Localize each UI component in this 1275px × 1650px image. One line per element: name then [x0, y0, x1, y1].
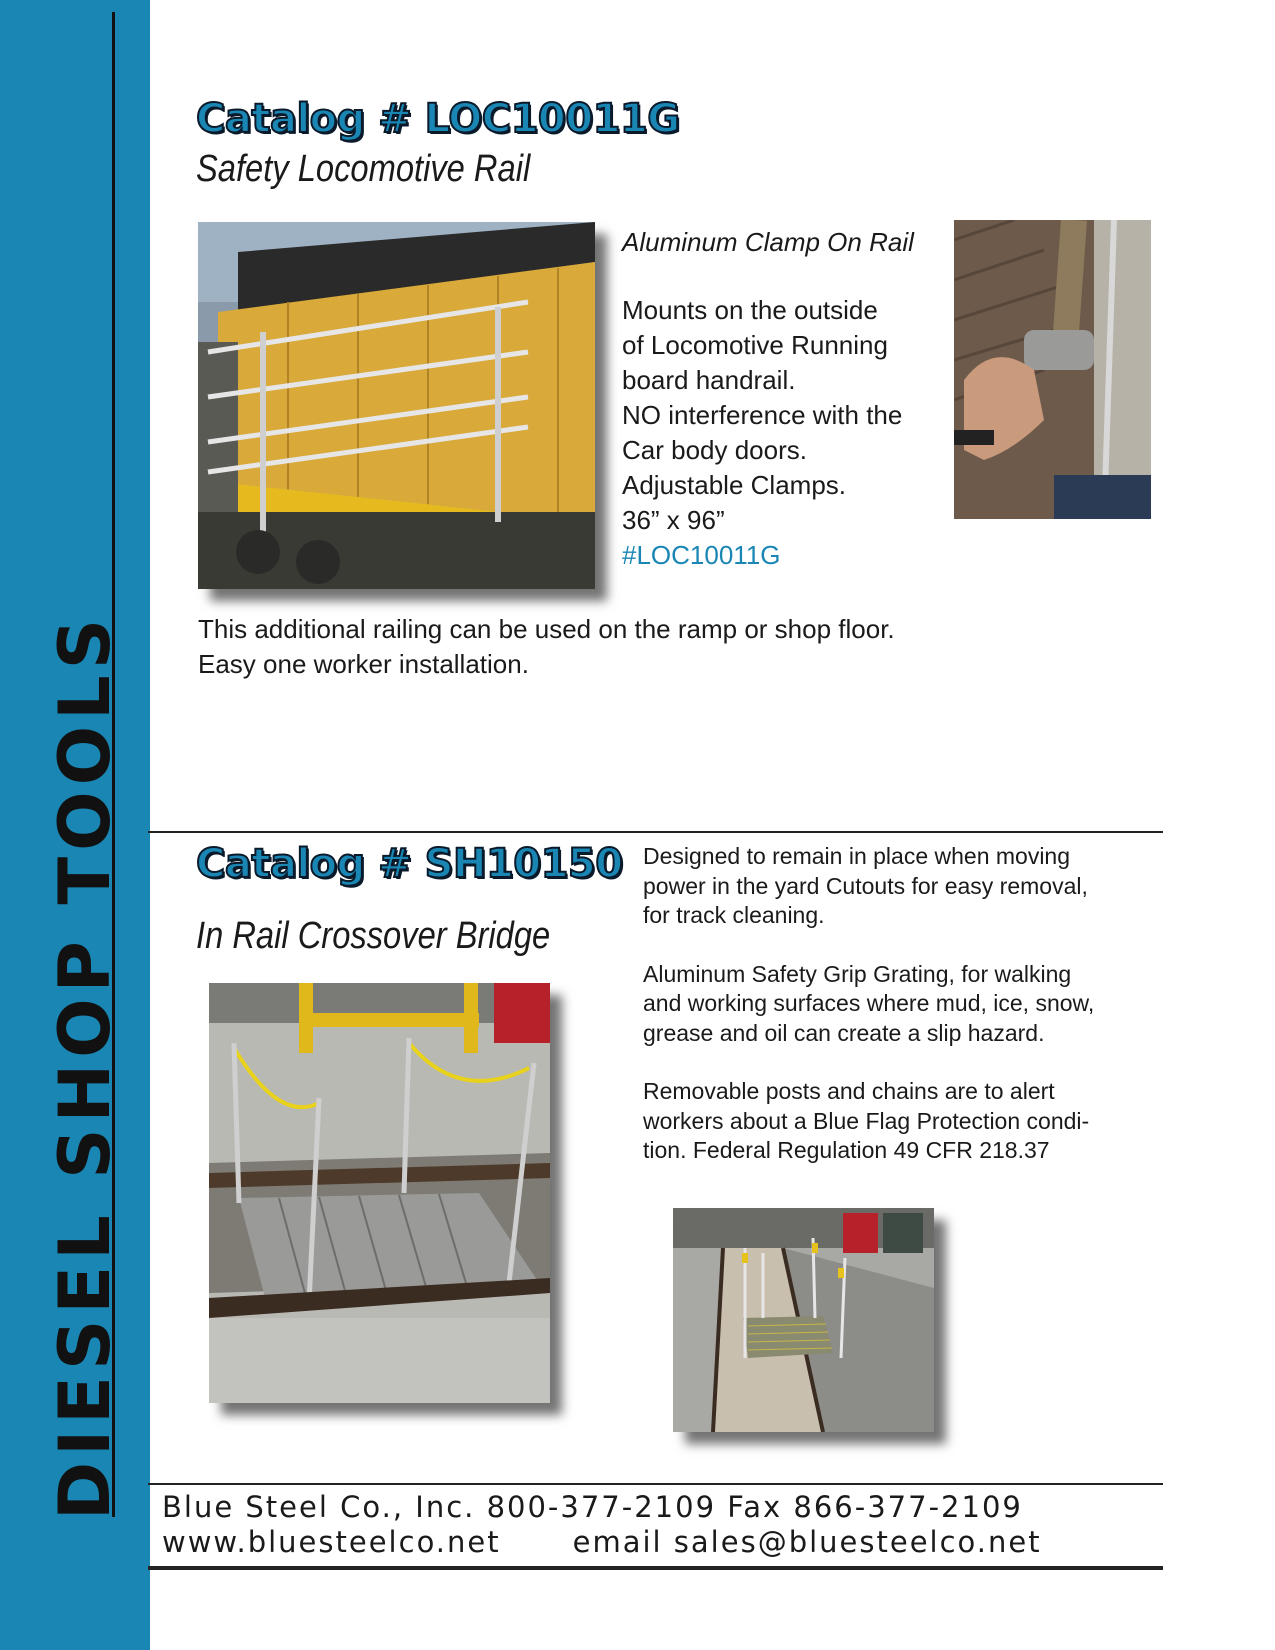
desc-line: Designed to remain in place when moving	[643, 843, 1071, 869]
detail-line: board handrail.	[622, 365, 796, 395]
footer-rule-top	[148, 1483, 1163, 1485]
email-link[interactable]: email sales@bluesteelco.net	[572, 1525, 1042, 1559]
desc-line: Aluminum Safety Grip Grating, for walking	[643, 960, 1072, 987]
detail-line: Car body doors.	[622, 435, 807, 465]
feature-heading: Aluminum Clamp On Rail	[622, 227, 914, 257]
catalog-title-loc10011g: Catalog # LOC10011G	[196, 96, 680, 142]
note-line: This additional railing can be used on the ramp or shop floor.	[198, 614, 895, 644]
detail-line: NO interference with the	[622, 400, 903, 430]
clamp-closeup-photo	[954, 220, 1151, 519]
desc-line: workers about a Blue Flag Protection condi-	[643, 1107, 1090, 1134]
desc-line: grease and oil can create a slip hazard.	[643, 1019, 1045, 1046]
locomotive-rail-photo	[198, 222, 595, 589]
catalog-title-sh10150: Catalog # SH10150	[196, 841, 623, 887]
company-phone-line: Blue Steel Co., Inc. 800-377-2109 Fax 866-377-2109	[162, 1490, 1023, 1524]
note-line: Easy one worker installation.	[198, 649, 529, 679]
website-link[interactable]: www.bluesteelco.net	[162, 1525, 501, 1559]
desc-line: Removable posts and chains are to alert	[643, 1078, 1055, 1104]
desc-line: power in the yard Cutouts for easy removal,	[643, 872, 1088, 899]
part-number: #LOC10011G	[622, 540, 781, 570]
detail-line: Adjustable Clamps.	[622, 470, 846, 500]
product1-details	[622, 293, 902, 573]
sidebar-title: DIESEL SHOP TOOLS	[44, 612, 126, 1520]
product-name-crossover-bridge: In Rail Crossover Bridge	[196, 915, 551, 957]
contact-line	[162, 1525, 1042, 1559]
product2-description	[643, 842, 1094, 1166]
desc-line: for track cleaning.	[643, 902, 825, 928]
crossover-bridge-photo	[209, 983, 550, 1403]
detail-line: 36” x 96”	[622, 505, 725, 535]
product-name-safety-rail: Safety Locomotive Rail	[196, 148, 531, 190]
detail-line: of Locomotive Running	[622, 330, 888, 360]
section-divider	[148, 831, 1163, 833]
bridge-in-track-photo	[673, 1208, 934, 1432]
desc-line: and working surfaces where mud, ice, snow,	[643, 990, 1095, 1016]
footer-rule-bottom	[148, 1566, 1163, 1570]
desc-line: tion. Federal Regulation 49 CFR 218.37	[643, 1137, 1050, 1163]
product1-note	[198, 612, 895, 682]
detail-line: Mounts on the outside	[622, 295, 878, 325]
